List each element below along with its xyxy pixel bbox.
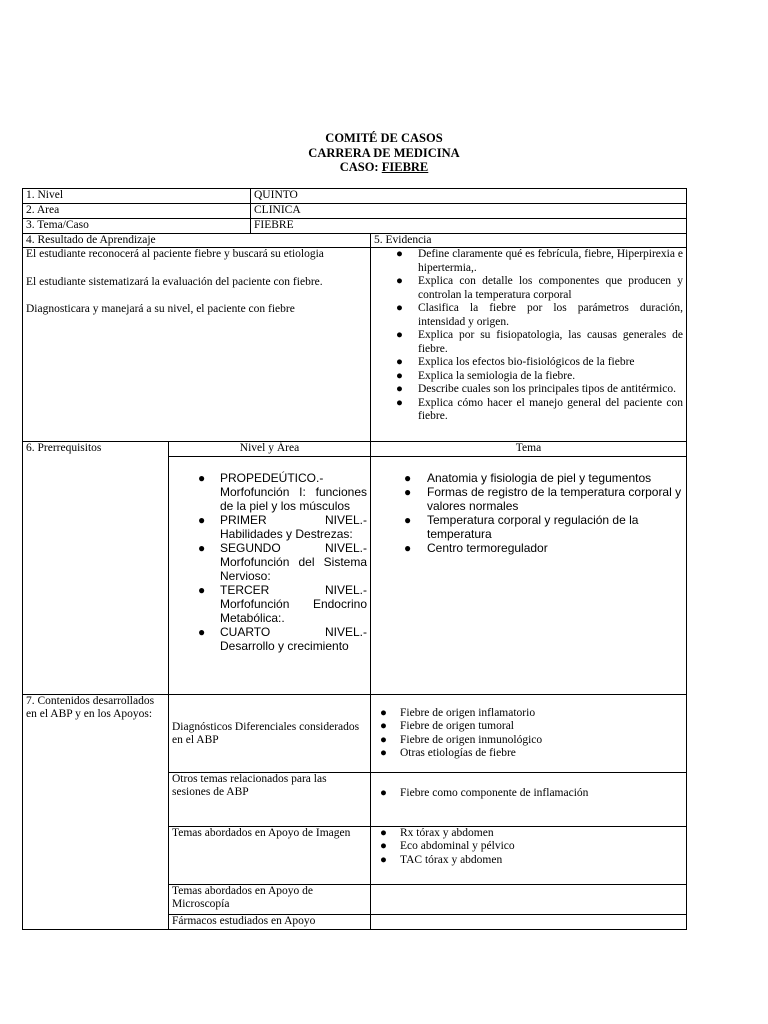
bullet-icon: ● bbox=[198, 512, 206, 527]
nivel-label: 1. Nivel bbox=[23, 189, 251, 204]
bullet-icon: ● bbox=[380, 733, 387, 746]
row-section-headers bbox=[23, 233, 687, 248]
imagen-list bbox=[374, 827, 683, 868]
diagnosticos-content bbox=[371, 694, 687, 772]
list-item: ● CUARTO NIVEL.- Desarrollo y crecimiento bbox=[198, 624, 367, 653]
list-item: ● Explica cómo hacer el manejo general del paciente con fiebre. bbox=[396, 396, 683, 422]
list-item: ● Otras etiologías de fiebre bbox=[380, 747, 516, 759]
evidencia-label: 5. Evidencia bbox=[371, 233, 687, 248]
list-item: ● Eco abdominal y pélvico bbox=[380, 840, 515, 852]
list-item: ● Explica los efectos bio-fisiológicos de la fiebre bbox=[396, 356, 635, 368]
list-item: ● SEGUNDO NIVEL.- Morfofunción del Sistema Nervioso: bbox=[198, 540, 367, 583]
bullet-icon: ● bbox=[380, 720, 387, 732]
tema-caso-label: 3. Tema/Caso bbox=[23, 219, 251, 234]
bullet-icon: ● bbox=[404, 484, 412, 499]
resultado-label: 4. Resultado de Aprendizaje bbox=[23, 233, 371, 248]
list-item: ● Describe cuales son los principales tipos de antitérmico. bbox=[396, 383, 677, 395]
list-item: ● Explica por su fisiopatologia, las causas generales de fiebre. bbox=[396, 329, 683, 355]
list-item: ● Fiebre de origen inflamatorio bbox=[380, 706, 536, 719]
resultado-paragraph: Diagnosticara y manejará a su nivel, el paciente con fiebre bbox=[26, 303, 295, 315]
bullet-icon: ● bbox=[396, 248, 403, 260]
header-case bbox=[0, 160, 768, 175]
resultado-content bbox=[23, 248, 371, 442]
list-item: ● Clasifica la fiebre por los parámetros duración, intensidad y origen. bbox=[396, 302, 683, 328]
row-resultado-evidencia bbox=[23, 248, 687, 442]
otros-list bbox=[374, 787, 683, 801]
temas-content bbox=[371, 456, 687, 694]
list-item: ● Fiebre de origen inmunológico bbox=[380, 733, 543, 746]
contenidos-label: 7. Contenidos desarrollados en el ABP y en los Apoyos: bbox=[23, 694, 169, 929]
list-item: ● TERCER NIVEL.- Morfofunción Endocrino Metabólica:. bbox=[198, 582, 367, 625]
row-nivel bbox=[23, 189, 687, 204]
farmacos-content bbox=[371, 914, 687, 929]
row-tema-caso bbox=[23, 219, 687, 234]
resultado-paragraph: El estudiante reconocerá al paciente fiebre y buscará su etiologia bbox=[26, 248, 324, 260]
niveles-list bbox=[172, 471, 367, 653]
bullet-icon: ● bbox=[396, 369, 403, 382]
list-item: ● TAC tórax y abdomen bbox=[380, 853, 503, 866]
header-title: COMITÉ DE CASOS bbox=[325, 131, 443, 145]
document-header bbox=[0, 131, 768, 175]
microscopia-content bbox=[371, 884, 687, 914]
header-subtitle: CARRERA DE MEDICINA bbox=[308, 145, 460, 160]
area-label: 2. Area bbox=[23, 204, 251, 219]
area-value: CLINICA bbox=[251, 204, 687, 219]
bullet-icon: ● bbox=[380, 747, 387, 759]
evidencia-content bbox=[371, 248, 687, 442]
case-value: FIEBRE bbox=[381, 160, 429, 174]
imagen-label: Temas abordados en Apoyo de Imagen bbox=[169, 826, 371, 884]
bullet-icon: ● bbox=[396, 302, 403, 314]
bullet-icon: ● bbox=[396, 383, 403, 395]
list-item: ● PROPEDEÚTICO.- Morfofunción I: funciones de la piel y los músculos bbox=[198, 470, 367, 513]
list-item: ● PRIMER NIVEL.- Habilidades y Destrezas: bbox=[198, 512, 367, 541]
tema-header: Tema bbox=[371, 442, 687, 457]
bullet-icon: ● bbox=[198, 624, 206, 639]
row-area bbox=[23, 204, 687, 219]
temas-list bbox=[374, 471, 683, 555]
otros-content bbox=[371, 772, 687, 826]
list-item: ● Explica la semiologia de la fiebre. bbox=[396, 369, 576, 382]
bullet-icon: ● bbox=[380, 786, 387, 799]
diagnosticos-list bbox=[374, 707, 683, 761]
bullet-icon: ● bbox=[396, 329, 403, 341]
row-diagnosticos bbox=[23, 694, 687, 772]
evidencia-list bbox=[374, 248, 683, 424]
list-item: ● Formas de registro de la temperatura corporal y valores normales bbox=[404, 484, 682, 513]
resultado-paragraph: El estudiante sistematizará la evaluación del paciente con fiebre. bbox=[26, 275, 323, 288]
list-item: ● Fiebre de origen tumoral bbox=[380, 720, 515, 732]
nivel-area-header: Nivel y Área bbox=[169, 442, 371, 457]
bullet-icon: ● bbox=[380, 840, 387, 852]
bullet-icon: ● bbox=[396, 275, 403, 287]
tema-caso-value: FIEBRE bbox=[251, 219, 687, 234]
bullet-icon: ● bbox=[404, 540, 412, 555]
imagen-content bbox=[371, 826, 687, 884]
bullet-icon: ● bbox=[198, 470, 206, 485]
diagnosticos-label: Diagnósticos Diferenciales considerados en el ABP bbox=[169, 694, 371, 772]
bullet-icon: ● bbox=[404, 512, 412, 527]
list-item: ● Rx tórax y abdomen bbox=[380, 826, 494, 839]
case-label: CASO: bbox=[339, 160, 379, 174]
bullet-icon: ● bbox=[198, 582, 206, 597]
bullet-icon: ● bbox=[396, 396, 403, 409]
list-item: ● Explica con detalle los componentes que producen y controlan la temperatura corporal bbox=[396, 275, 683, 301]
list-item: ● Anatomia y fisiologia de piel y tegumentos bbox=[404, 470, 652, 485]
farmacos-label: Fármacos estudiados en Apoyo bbox=[169, 914, 371, 929]
case-table bbox=[22, 188, 687, 930]
list-item: ● Define claramente qué es febrícula, fiebre, Hiperpirexia e hipertermia,. bbox=[396, 248, 683, 274]
microscopia-label: Temas abordados en Apoyo de Microscopía bbox=[169, 884, 371, 914]
bullet-icon: ● bbox=[380, 853, 387, 866]
bullet-icon: ● bbox=[380, 826, 387, 839]
bullet-icon: ● bbox=[404, 470, 412, 485]
nivel-value: QUINTO bbox=[251, 189, 687, 204]
bullet-icon: ● bbox=[380, 706, 387, 719]
prerrequisitos-label: 6. Prerrequisitos bbox=[23, 442, 169, 695]
list-item: ● Temperatura corporal y regulación de la temperatura bbox=[404, 512, 639, 541]
bullet-icon: ● bbox=[198, 540, 206, 555]
list-item: ● Fiebre como componente de inflamación bbox=[380, 786, 589, 799]
row-prerrequisitos-header bbox=[23, 442, 687, 457]
otros-label: Otros temas relacionados para las sesiones de ABP bbox=[169, 772, 371, 826]
niveles-content bbox=[169, 456, 371, 694]
bullet-icon: ● bbox=[396, 356, 403, 368]
list-item: ● Centro termoregulador bbox=[404, 540, 548, 555]
